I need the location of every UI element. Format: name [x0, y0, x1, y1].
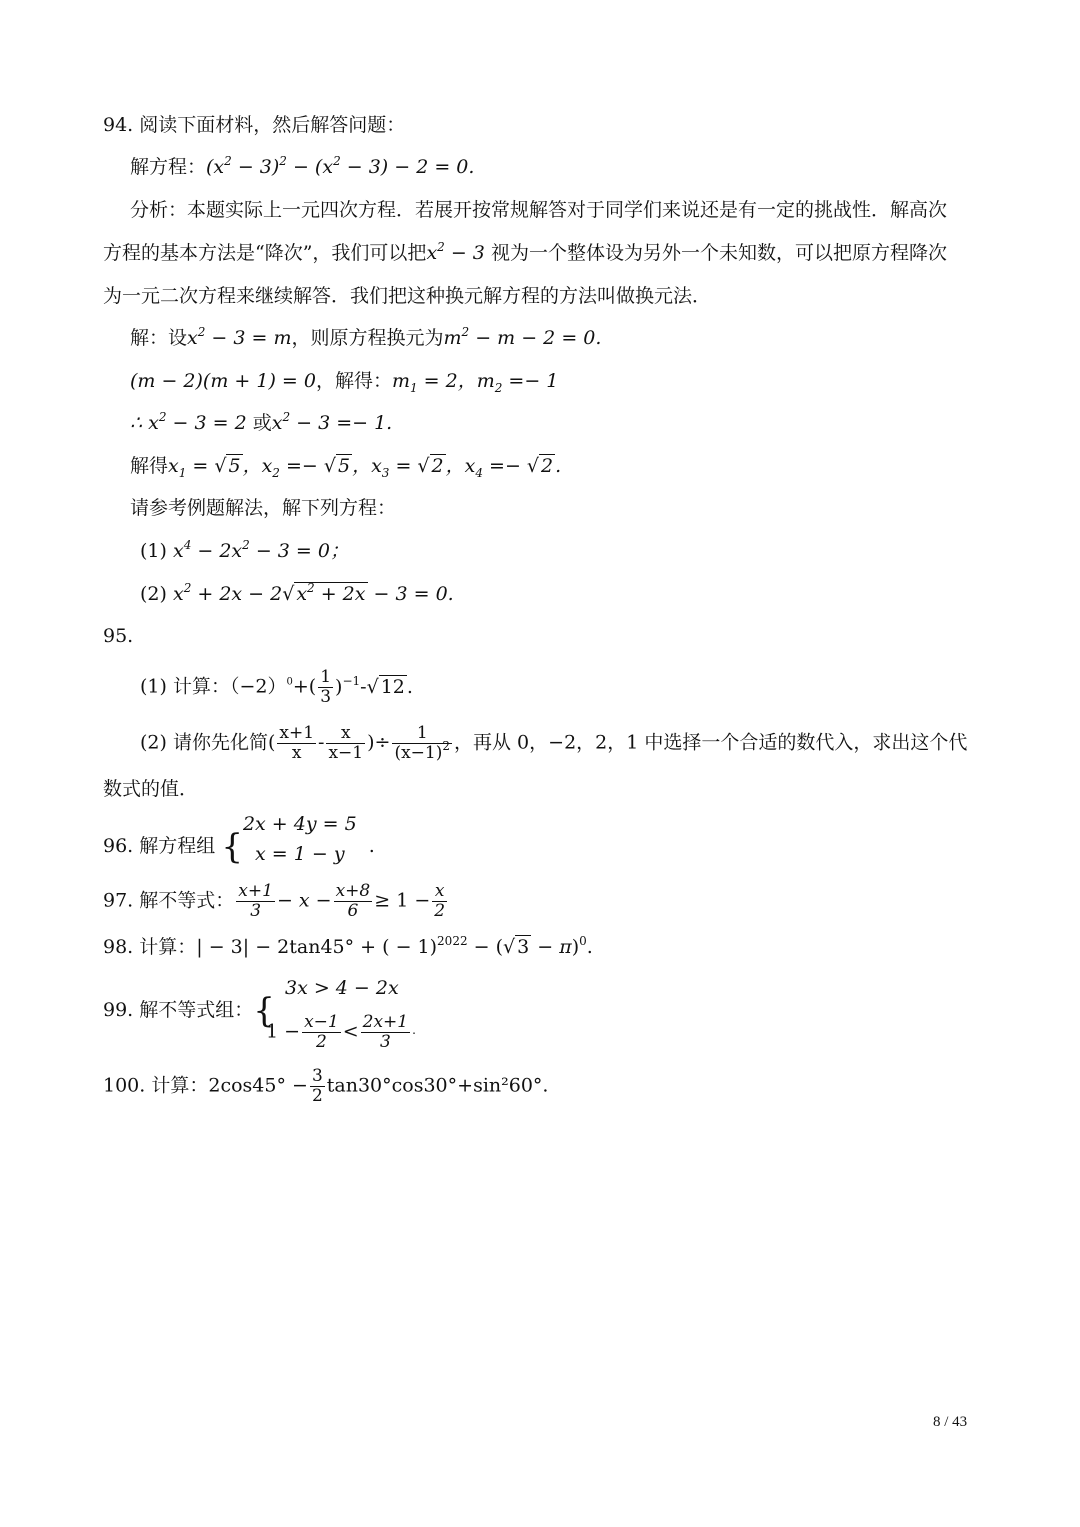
q94-solution-4 [130, 452, 561, 480]
q97-fraction-a: $\frac{x+1}{3}$ [238, 881, 273, 921]
q100-fraction: $\frac{3}{2}$ [311, 1066, 323, 1106]
q99-fraction-a: $\frac{x-1}{2}$ [304, 1012, 339, 1052]
q94-analysis-3: 为一元二次方程来继续解答．我们把这种换元解方程的方法叫做换元法． [103, 285, 712, 307]
q96-system: 2x + 4y = 5 x = 1 − y [242, 813, 357, 865]
q94-analysis-expr: $x^2 - 3$ [426, 240, 491, 264]
q100-expr-b: tan30°cos30°+sin²60°. [326, 1074, 549, 1097]
q94-sol-1-eq: $m^2 - m - 2 = 0$. [443, 325, 602, 349]
q95-part-1-expr-b: +( [292, 675, 317, 698]
q94-equation: $(x^2 - 3)^2 - (x^2 - 3) - 2 = 0$. [206, 154, 475, 178]
q94-part-1 [140, 537, 349, 565]
q94-solution-1 [130, 324, 601, 352]
q95-fraction-one-third: $\frac{1}{3}$ [320, 667, 332, 707]
q95-number: 95. [103, 625, 134, 647]
q95-fraction-c: $\frac{1}{(x-1)^2}$ [394, 723, 451, 763]
q94-solve-label: 解方程： [130, 156, 207, 178]
q95-fraction-a: $\frac{x+1}{x}$ [279, 723, 315, 763]
q95-fraction-b: $\frac{x}{x-1}$ [328, 723, 364, 763]
q94-analysis-2b: 视为一个整体设为另外一个未知数，可以把原方程降次 [490, 242, 947, 264]
q100-expr-a: 2cos45° − [208, 1074, 308, 1097]
q94-sol-1a: 解：设 [130, 327, 188, 349]
q94-part-1-expr: $x^4 - 2x^2 - 3 = 0$； [172, 538, 349, 562]
q94-part-1-label: (1) [140, 540, 167, 562]
q95-part-1-label: (1) 计算： [140, 675, 230, 698]
q96-line: 96. 解方程组 { 2x + 4y = 5 x = 1 − y . [103, 825, 375, 869]
q94-equation-line [130, 153, 474, 181]
q97-line: 97. 解不等式： $\frac{x+1}{3}$ − x − $\frac{x+8}{6}$ ≥ 1 − $\frac{x}{2}$ [103, 881, 446, 921]
q99-ineq-2: 1 − $\frac{x-1}{2}$ < $\frac{2x+1}{3}$ · [266, 1012, 416, 1052]
q94-sol-4-roots: $x_1$ = √ 5 ，$x_2$ =− √ 5 ，$x_3$ = √ 2 ，$x_4$ =− √ 2 . [168, 455, 562, 480]
q95-part-2-label: (2) 请你先化简( [140, 731, 276, 754]
q94-stem: 阅读下面材料，然后解答问题： [139, 114, 406, 136]
q94-sol-2-factored: (m − 2)(m + 1) = 0 [130, 370, 316, 392]
q94-prompt: 请参考例题解法，解下列方程： [130, 497, 397, 519]
q94-analysis-1: 分析：本题实际上一元四次方程．若展开按常规解答对于同学们来说还是有一定的挑战性．解高次 [130, 199, 948, 221]
q96-label: 解方程组 [139, 835, 216, 857]
q98-line [103, 933, 593, 961]
q95-part-1: (1) 计算：$(-2)^0+$( $\frac{1}{3}$ )$^{-1}$-√ 12 . [140, 667, 413, 707]
q94-sol-4a: 解得 [130, 455, 169, 477]
q94-sol-2-roots: $m_1 = 2$，$m_2 =- 1$ [391, 370, 559, 395]
q96-brace: { [221, 827, 243, 867]
q99-brace: { [253, 991, 275, 1031]
q94-sol-2b: ，解得： [315, 370, 392, 392]
q95-part-1-expr-a: （−2） [229, 675, 287, 698]
page-number: 8 / 43 [933, 1414, 968, 1430]
q95-part-2-tail: ，再从 0，−2，2，1 中选择一个合适的数代入，求出这个代 [454, 731, 968, 754]
q100-label: 计算： [151, 1074, 209, 1097]
q94-number: 94. [103, 114, 134, 136]
q99-label: 解不等式组： [139, 999, 254, 1021]
q98-number: 98. [103, 936, 134, 958]
q94-sol-3b: 或 [252, 412, 272, 434]
q97-fraction-c: $\frac{x}{2}$ [434, 881, 446, 921]
q94-solution-3 [130, 409, 392, 437]
q98-expr: | − 3| − 2tan45° + ( − 1)$^{2022}$ − (√ 3 − π)$^0$. [196, 934, 593, 958]
q94-sol-1-sub: $x^2 - 3 = m$ [187, 325, 292, 349]
q94-analysis-2a: 方程的基本方法是“降次”，我们可以把 [103, 242, 427, 264]
q96-number: 96. [103, 835, 134, 857]
q95-part-2-line2: 数式的值． [103, 778, 199, 800]
q94-sol-3a: ∴ $x^2 - 3 = 2$ [130, 410, 253, 434]
q99-ineq-1: 3x > 4 − 2x [285, 977, 399, 999]
q99-line [103, 991, 275, 1031]
q94-solution-2 [130, 367, 558, 395]
q94-stem-line [103, 111, 405, 139]
q94-sol-1b: ，则原方程换元为 [291, 327, 444, 349]
q100-number: 100. [103, 1074, 146, 1097]
q95-part-1-tail: )$^{-1}$-√ 12 . [335, 673, 413, 698]
q99-fraction-b: $\frac{2x+1}{3}$ [362, 1012, 409, 1052]
q94-analysis-2 [103, 239, 947, 267]
q100-line [103, 1067, 548, 1106]
q94-sol-3c: $x^2 - 3 =- 1$. [271, 410, 393, 434]
q97-label: 解不等式： [139, 889, 235, 912]
q98-label: 计算： [139, 936, 197, 958]
q95-part-2: (2) 请你先化简( $\frac{x+1}{x}$ - $\frac{x}{x-1}$ )÷ $\frac{1}{(x-1)^2}$ ，再从 0，−2，2，1 中选择一个合适的数代入，求出这个代 [140, 723, 968, 763]
q99-number: 99. [103, 999, 134, 1021]
q94-part-2-label: (2) [140, 583, 167, 605]
q94-part-2 [140, 580, 454, 608]
q97-number: 97. [103, 889, 134, 912]
q97-fraction-b: $\frac{x+8}{6}$ [335, 881, 371, 921]
q94-part-2-expr: $x^2 + 2x - 2√$ $x^2 + 2x - 3 = 0$. [172, 581, 454, 605]
